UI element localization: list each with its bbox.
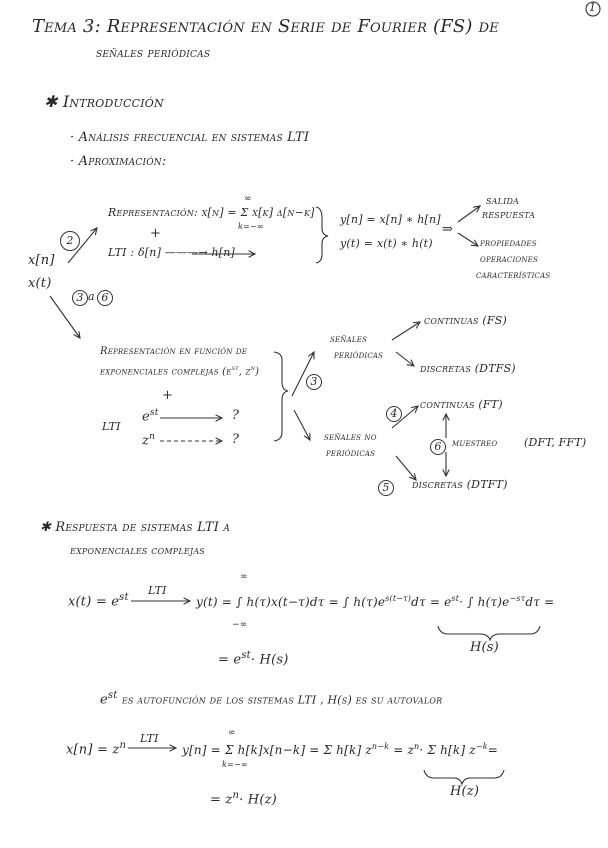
arrow-propiedades [458, 233, 478, 246]
mark-6: 6 [97, 290, 113, 306]
ct-input: $x(t) = e^{st}$ [68, 592, 129, 610]
mark-a: a [88, 290, 95, 303]
intro-bullet-analysis: · Análisis frecuencial en sistemas LTI [70, 130, 310, 145]
page-title: Tema 3: Representación en Serie de Fourier (FS) de [32, 16, 499, 37]
input-xt: x(t) [28, 276, 52, 291]
ct-arrow-label: LTI [148, 584, 167, 597]
hs-label: H(s) [470, 640, 499, 655]
salida-label: salida [486, 194, 520, 207]
implies-arrow: ⇒ [442, 222, 454, 237]
mark-3: 3 [72, 290, 88, 306]
rep-sum-bottom: k=−∞ [238, 222, 264, 231]
continuas-ft: continuas (FT) [420, 398, 503, 411]
mark-5: 5 [378, 480, 394, 496]
arrow-disc-dtfs [396, 352, 414, 366]
exp-zn: $z^n$ [142, 432, 156, 449]
question-zn: ? [232, 432, 240, 447]
arrow-salida [458, 206, 480, 222]
lti-label-lower: LTI [102, 420, 121, 433]
rep-exp-line1: Representación en función de [100, 346, 248, 357]
representation-sum: Representación: x[n] = Σ x[k] δ[n−k] [108, 206, 315, 219]
arrow-disc-dtft [396, 456, 416, 480]
page-subtitle: señales periódicas [96, 46, 211, 61]
dt-arrow-label: LTI [140, 732, 159, 745]
convolution-dt: y[n] = x[n] ∗ h[n] [340, 213, 441, 226]
dt-equation: y[n] = Σ h[k]x[n−k] = Σ h[k] $z^{n-k} = z^n\cdot \Sigma$ h[k] $z^{-k}=$ [182, 742, 499, 757]
section2-heading-2: exponenciales complejas [70, 544, 205, 557]
rep-exp-line2: exponenciales complejas ($e^{st}$, $z^n$) [100, 364, 260, 378]
mark-6-muestreo: 6 [430, 439, 446, 455]
intro-heading: ✱ Introducción [44, 92, 164, 111]
question-est: ? [232, 408, 240, 423]
ct-result: = $e^{st}\cdot H(s)$ [218, 650, 289, 668]
mark-2: 2 [60, 231, 80, 251]
dt-sum-bottom: k=−∞ [222, 760, 248, 769]
section2-heading-1: ✱ Respuesta de sistemas LTI a [40, 520, 231, 535]
propiedades-label: propiedades [480, 238, 537, 249]
discretas-dtft: discretas (DTFT) [412, 478, 508, 491]
mark-4: 4 [386, 406, 402, 422]
brace-upper [316, 207, 328, 263]
exp-est: $e^{st}$ [142, 408, 159, 425]
underbrace-hs [438, 626, 540, 640]
plus-upper: + [150, 226, 162, 241]
ct-int-top: ∞ [240, 572, 248, 582]
underbrace-hz [424, 770, 504, 784]
arrow-cont-fs [392, 322, 420, 340]
lti-delta-row: LTI : δ[n] ———→ h[n] [108, 246, 236, 259]
operaciones-label: operaciones [480, 254, 538, 265]
periodic-label-2: periódicas [334, 350, 384, 361]
eigenfunction-statement: $e^{st}$ es autofunción de los sistemas LTI , H(s) es su autovalor [100, 690, 443, 708]
periodic-label-1: señales [330, 334, 368, 345]
mark-3-branch: 3 [306, 374, 322, 390]
intro-bullet-approx: · Aproximación: [70, 154, 167, 169]
aperiodic-label-2: periódicas [326, 448, 376, 459]
dt-result: = $z^n\cdot H(z)$ [210, 790, 277, 808]
arrow-aperiodic [294, 410, 310, 440]
input-xn: x[n] [28, 253, 55, 268]
dft-fft-label: (DFT, FFT) [524, 436, 587, 449]
rep-sum-top: ∞ [244, 194, 252, 204]
page-number: 1 [589, 1, 597, 14]
caracteristicas-label: características [476, 270, 551, 281]
muestreo-label: muestreo [452, 438, 498, 449]
discretas-dtfs: discretas (DTFS) [420, 362, 516, 375]
ct-int-bottom: −∞ [232, 620, 248, 630]
convolution-ct: y(t) = x(t) ∗ h(t) [340, 237, 433, 250]
hz-label: H(z) [450, 784, 480, 799]
dt-sum-top: ∞ [228, 728, 236, 738]
plus-lower: + [162, 388, 174, 403]
dt-input: $x[n] = z^n$ [66, 740, 127, 758]
brace-lower [274, 352, 288, 441]
aperiodic-label-1: señales no [324, 432, 377, 443]
continuas-fs: continuas (FS) [424, 314, 507, 327]
ct-equation: y(t) = ∫ h(τ)x(t−τ)dτ = ∫ $h(\tau)e^{s(t-\tau)}d\tau = e^{st}\cdot$ ∫ $h(\tau)e^{-s\tau}d\tau$ = [196, 594, 555, 609]
respuesta-label: respuesta [482, 208, 536, 221]
